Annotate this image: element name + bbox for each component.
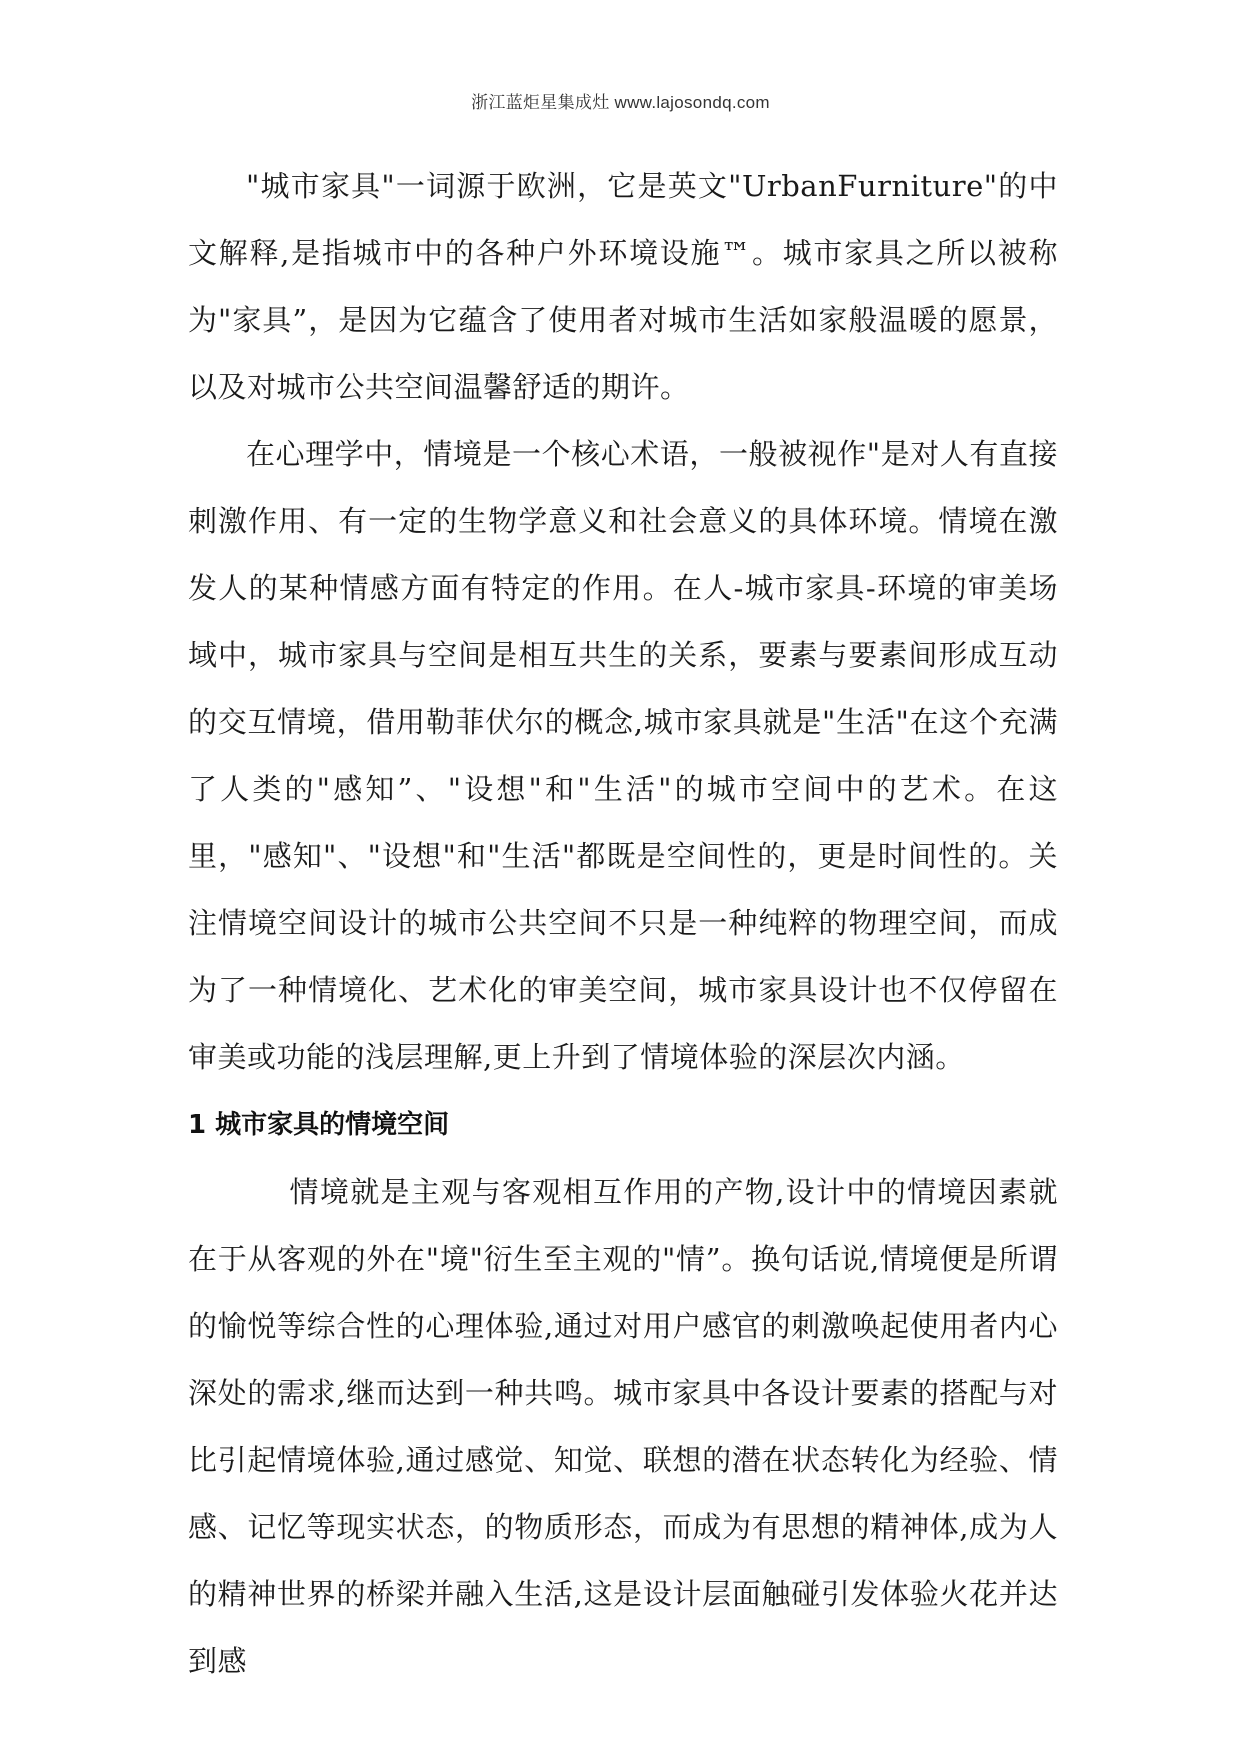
page-header: 浙江蓝炬星集成灶 www.lajosondq.com [471, 93, 770, 112]
section-heading: 1 城市家具的情境空间 [188, 1110, 450, 1140]
paragraph-situation-space: 情境就是主观与客观相互作用的产物,设计中的情境因素就在于从客观的外在"境"衍生至主观的"情”。换句话说,情境便是所谓的愉悦等综合性的心理体验,通过对用户感官的刺激唤起使用者内心深处的需求,继而达到一种共鸣。城市家具中各设计要素的搭配与对比引起情境体验,通过感觉、知觉、联想的潜在状态转化为经验、情感、记忆等现实状态，的物质形态，而成为有思想的精神体,成为人的精神世界的桥梁并融入生活,这是设计层面触碰引发体验火花并达到感 [188, 1175, 1058, 1678]
paragraph-situation-psychology: 在心理学中，情境是一个核心术语，一般被视作"是对人有直接刺激作用、有一定的生物学意义和社会意义的具体环境。情境在激发人的某种情感方面有特定的作用。在人-城市家具-环境的审美场域中，城市家具与空间是相互共生的关系，要素与要素间形成互动的交互情境，借用勒菲伏尔的概念,城市家具就是"生活"在这个充满了人类的"感知”、"设想"和"生活"的城市空间中的艺术。在这里，"感知"、"设想"和"生活"都既是空间性的，更是时间性的。关注情境空间设计的城市公共空间不只是一种纯粹的物理空间，而成为了一种情境化、艺术化的审美空间，城市家具设计也不仅停留在审美或功能的浅层理解,更上升到了情境体验的深层次内涵。 [188, 437, 1058, 1074]
document-body [188, 153, 1058, 1695]
paragraph-urban-furniture-definition: "城市家具"一词源于欧洲，它是英文"UrbanFurniture"的中文解释,是指城市中的各种户外环境设施™。城市家具之所以被称为"家具”，是因为它蕴含了使用者对城市生活如家般温暖的愿景，以及对城市公共空间温馨舒适的期许。 [188, 169, 1058, 404]
